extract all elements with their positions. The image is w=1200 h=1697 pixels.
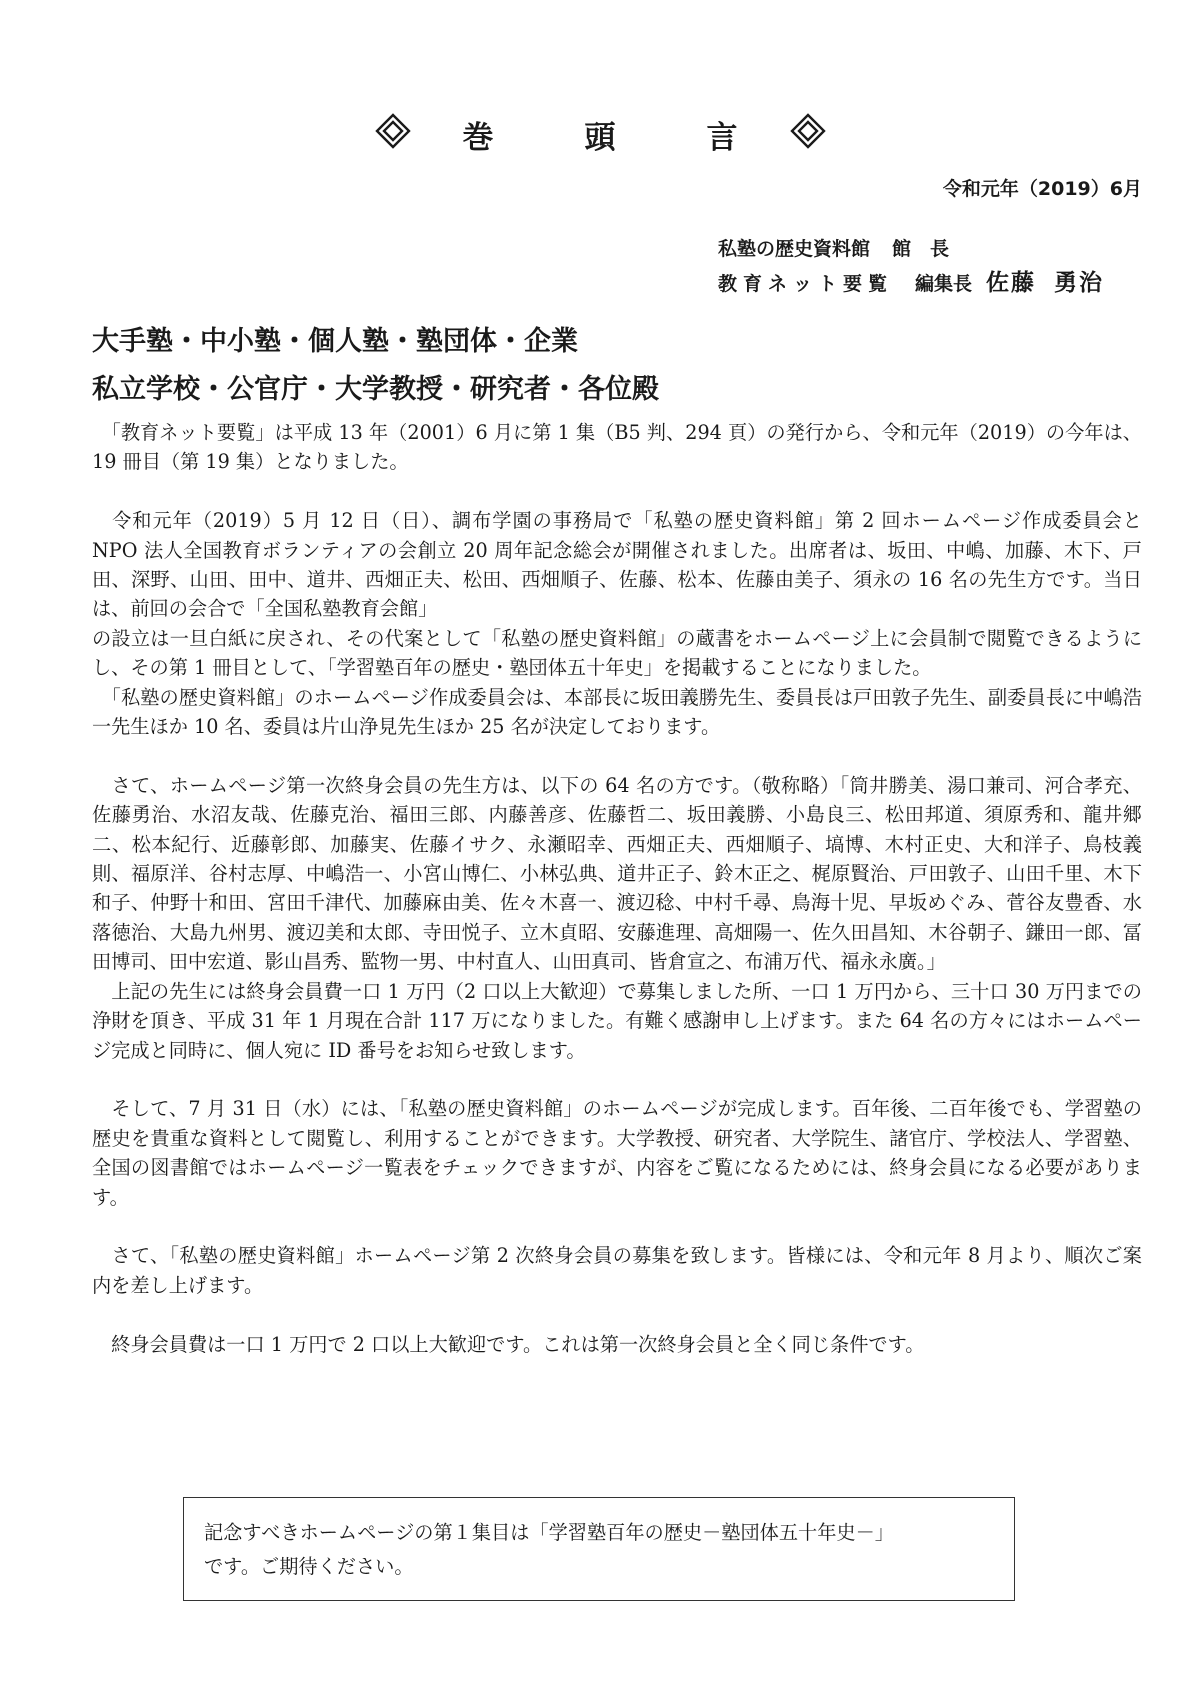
author-row-1 [718, 232, 1104, 266]
author-given-name: 勇治 [1054, 270, 1105, 296]
paragraph-6: 上記の先生には終身会員費一口 1 万円（2 口以上大歓迎）で募集しました所、一口 1 万円から、三十口 30 万円までの浄財を頂き、平成 31 年 1 月現在合計 117 万になりました。有難く感謝申し上げます。また 64 名の方々にはホームページ完成と同時に、個人宛に ID 番号をお知らせ致します。 [92, 979, 1142, 1062]
paragraph-3: の設立は一旦白紙に戻され、その代案として「私塾の歴史資料館」の蔵書をホームページ上に会員制で閲覧できるようにし、その第 1 冊目として、「学習塾百年の歴史・塾団体五十年史」を掲載することになりました。 [92, 626, 1142, 680]
addressee-line-1: 大手塾・中小塾・個人塾・塾団体・企業 [92, 326, 578, 357]
paragraph-9: 終身会員費は一口 1 万円で 2 口以上大歓迎です。これは第一次終身会員と全く同じ条件です。 [92, 1332, 925, 1356]
double-diamond-icon-right [790, 113, 826, 157]
paragraph-2: 令和元年（2019）5 月 12 日（日）、調布学園の事務局で「私塾の歴史資料館」第 2 回ホームページ作成委員会と NPO 法人全国教育ボランティアの会創立 20 周年記念総会が開催されました。出席者は、坂田、中嶋、加藤、木下、戸田、深野、山田、田中、道井、西畑正夫、松田、西畑順子、佐藤、松本、佐藤由美子、須永の 16 名の先生方です。当日は、前回の会合で「全国私塾教育会館」 [92, 509, 1142, 621]
author-org-2: 教育ネット要覧 [718, 273, 894, 295]
paragraph-1: 「教育ネット要覧」は平成 13 年（2001）6 月に第 1 集（B5 判、294 頁）の発行から、令和元年（2019）の今年は、19 冊目（第 19 集）となりました。 [92, 421, 1142, 474]
author-role-2: 編集長 [915, 273, 973, 295]
author-surname: 佐藤 [986, 270, 1037, 296]
paragraph-8: さて、「私塾の歴史資料館」ホームページ第 2 次終身会員の募集を致します。皆様には、令和元年 8 月より、順次ご案内を差し上げます。 [92, 1244, 1142, 1297]
notice-box [183, 1497, 1015, 1601]
notice-line-1: 記念すべきホームページの第１集目は「学習塾百年の歴史－塾団体五十年史－」 [204, 1521, 894, 1544]
author-row-2 [718, 266, 1104, 301]
author-role-1: 館 長 [892, 238, 950, 260]
paragraph-5: さて、ホームページ第一次終身会員の先生方は、以下の 64 名の方です。（敬称略）「筒井勝美、湯口兼司、河合孝充、佐藤勇治、水沼友哉、佐藤克治、福田三郎、内藤善彦、佐藤哲二、坂田義勝、小島良三、松田邦道、須原秀和、龍井郷二、松本紀行、近藤彰郎、加藤実、佐藤イサク、永瀬昭幸、西畑正夫、西畑順子、塙博、木村正史、大和洋子、鳥枝義則、福原洋、谷村志厚、中嶋浩一、小宮山博仁、小林弘典、道井正子、鈴木正之、梶原賢治、戸田敦子、山田千里、木下和子、仲野十和田、宮田千津代、加藤麻由美、佐々木喜一、渡辺稔、中村千尋、鳥海十児、早坂めぐみ、菅谷友豊香、水落徳治、大島九州男、渡辺美和太郎、寺田悦子、立木貞昭、安藤進理、高畑陽一、佐久田昌知、木谷朝子、鎌田一郎、冨田博司、田中宏道、影山昌秀、監物一男、中村直人、山田真司、皆倉宣之、布浦万代、福永永廣。」 [92, 773, 1142, 974]
author-name [986, 270, 1104, 296]
body-text [92, 418, 1142, 1359]
author-block [718, 232, 1104, 301]
page-title [0, 112, 1200, 157]
double-diamond-icon-left [375, 113, 411, 157]
paragraph-4: 「私塾の歴史資料館」のホームページ作成委員会は、本部長に坂田義勝先生、委員長は戸田敦子先生、副委員長に中嶋浩一先生ほか 10 名、委員は片山浄見先生ほか 25 名が決定しております。 [92, 685, 1142, 739]
notice-line-2: です。ご期待ください。 [204, 1555, 414, 1578]
author-org-1: 私塾の歴史資料館 [718, 238, 871, 260]
title-text: 巻 頭 言 [462, 120, 768, 156]
paragraph-7: そして、7 月 31 日（水）には、「私塾の歴史資料館」のホームページが完成します。百年後、二百年後でも、学習塾の歴史を貴重な資料として閲覧し、利用することができます。大学教授、研究者、大学院生、諸官庁、学校法人、学習塾、全国の図書館ではホームページ一覧表をチェックできますが、内容をご覧になるためには、終身会員になる必要があります。 [92, 1097, 1142, 1209]
addressee-line-2: 私立学校・公官庁・大学教授・研究者・各位殿 [92, 374, 659, 405]
addressee-block [92, 318, 659, 414]
issue-date: 令和元年（2019）6月 [942, 178, 1142, 200]
